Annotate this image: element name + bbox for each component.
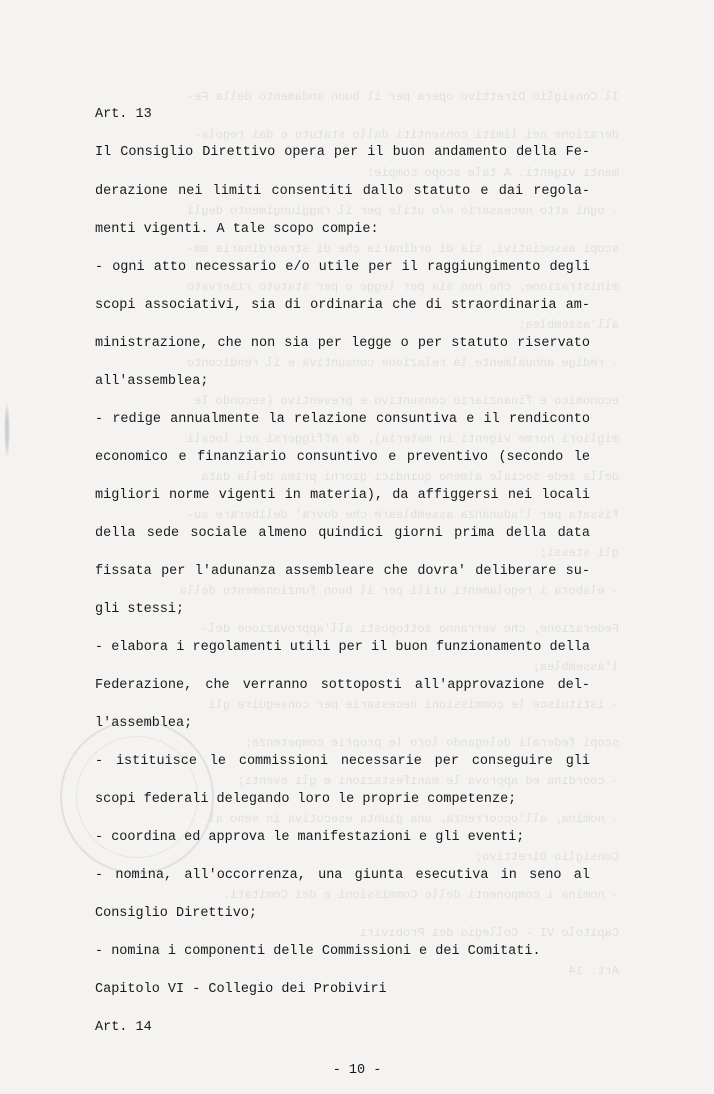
article-heading: Art. 13: [95, 107, 152, 122]
text-line: gli stessi;: [95, 602, 185, 617]
text-line: economico e finanziario consuntivo e preventivo (secondo le: [95, 450, 590, 465]
text-line: fissata per l'adunanza assembleare che dovra' deliberare su-: [95, 564, 590, 579]
text-line: - elabora i regolamenti utili per il buon funzionamento della: [95, 640, 590, 655]
text-line: derazione nei limiti consentiti dallo statuto e dai regola-: [95, 184, 590, 199]
text-line: - istituisce le commissioni necessarie per conseguire gli: [95, 754, 590, 769]
article-heading: Art. 14: [95, 1020, 152, 1035]
text-line: Il Consiglio Direttivo opera per il buon andamento della Fe-: [95, 145, 590, 160]
chapter-heading: Capitolo VI - Collegio dei Probiviri: [95, 982, 387, 997]
text-line: - nomina i componenti delle Commissioni e dei Comitati.: [95, 944, 541, 959]
text-line: della sede sociale almeno quindici giorni prima della data: [95, 526, 590, 541]
text-line: scopi associativi, sia di ordinaria che di straordinaria am-: [95, 298, 590, 313]
text-line: Federazione, che verranno sottoposti all'approvazione del-: [95, 678, 590, 693]
text-line: migliori norme vigenti in materia), da affiggersi nei locali: [95, 488, 590, 503]
text-line: Consiglio Direttivo;: [95, 906, 258, 921]
text-line: - nomina, all'occorrenza, una giunta esecutiva in seno al: [95, 868, 590, 883]
text-line: scopi federali delegando loro le proprie competenze;: [95, 792, 517, 807]
text-line: all'assemblea;: [95, 374, 209, 389]
text-line: l'assemblea;: [95, 716, 193, 731]
text-line: - coordina ed approva le manifestazioni e gli eventi;: [95, 830, 525, 845]
text-line: - redige annualmente la relazione consuntiva e il rendiconto: [95, 412, 590, 427]
text-line: ministrazione, che non sia per legge o per statuto riservato: [95, 336, 590, 351]
text-line: menti vigenti. A tale scopo compie:: [95, 222, 379, 237]
margin-mark: [4, 400, 10, 460]
text-line: - ogni atto necessario e/o utile per il raggiungimento degli: [95, 260, 590, 275]
page-number: - 10 -: [332, 1063, 382, 1078]
bleed-through-text: Il Consiglio Direttivo opera per il buon andamento della Fe- derazione nei limiti consentiti dallo statuto e dai regola- menti vigenti. A tale scopo compie: - ogni atto necessario e/o utile per il raggiungimento degli scopi associativi, sia di ordinaria che di straordinaria am- ministrazione, che non sia per legge o per statuto riservato all'assemblea; - redige annualmente la relazione consuntiva e il rendiconto economico e finanziario consuntivo e preventivo (secondo le migliori norme vigenti in materia), da affiggersi nei locali della sede sociale almeno quindici giorni prima della data fissata per l'adunanza assembleare che dovra' deliberare su- gli stessi; - elabora i regolamenti utili per il buon funzionamento della Federazione, che verranno sottoposti all'approvazione del- l'assemblea; - istituisce le commissioni necessarie per conseguire gli scopi federali delegando loro le proprie competenze; - coordina ed approva le manifestazioni e gli eventi; - nomina, all'occorrenza, una giunta esecutiva in seno al Consiglio Direttivo; - nomina i componenti delle Commissioni e dei Comitati. Capitolo VI - Collegio dei Probiviri Art. 14: [179, 90, 619, 978]
